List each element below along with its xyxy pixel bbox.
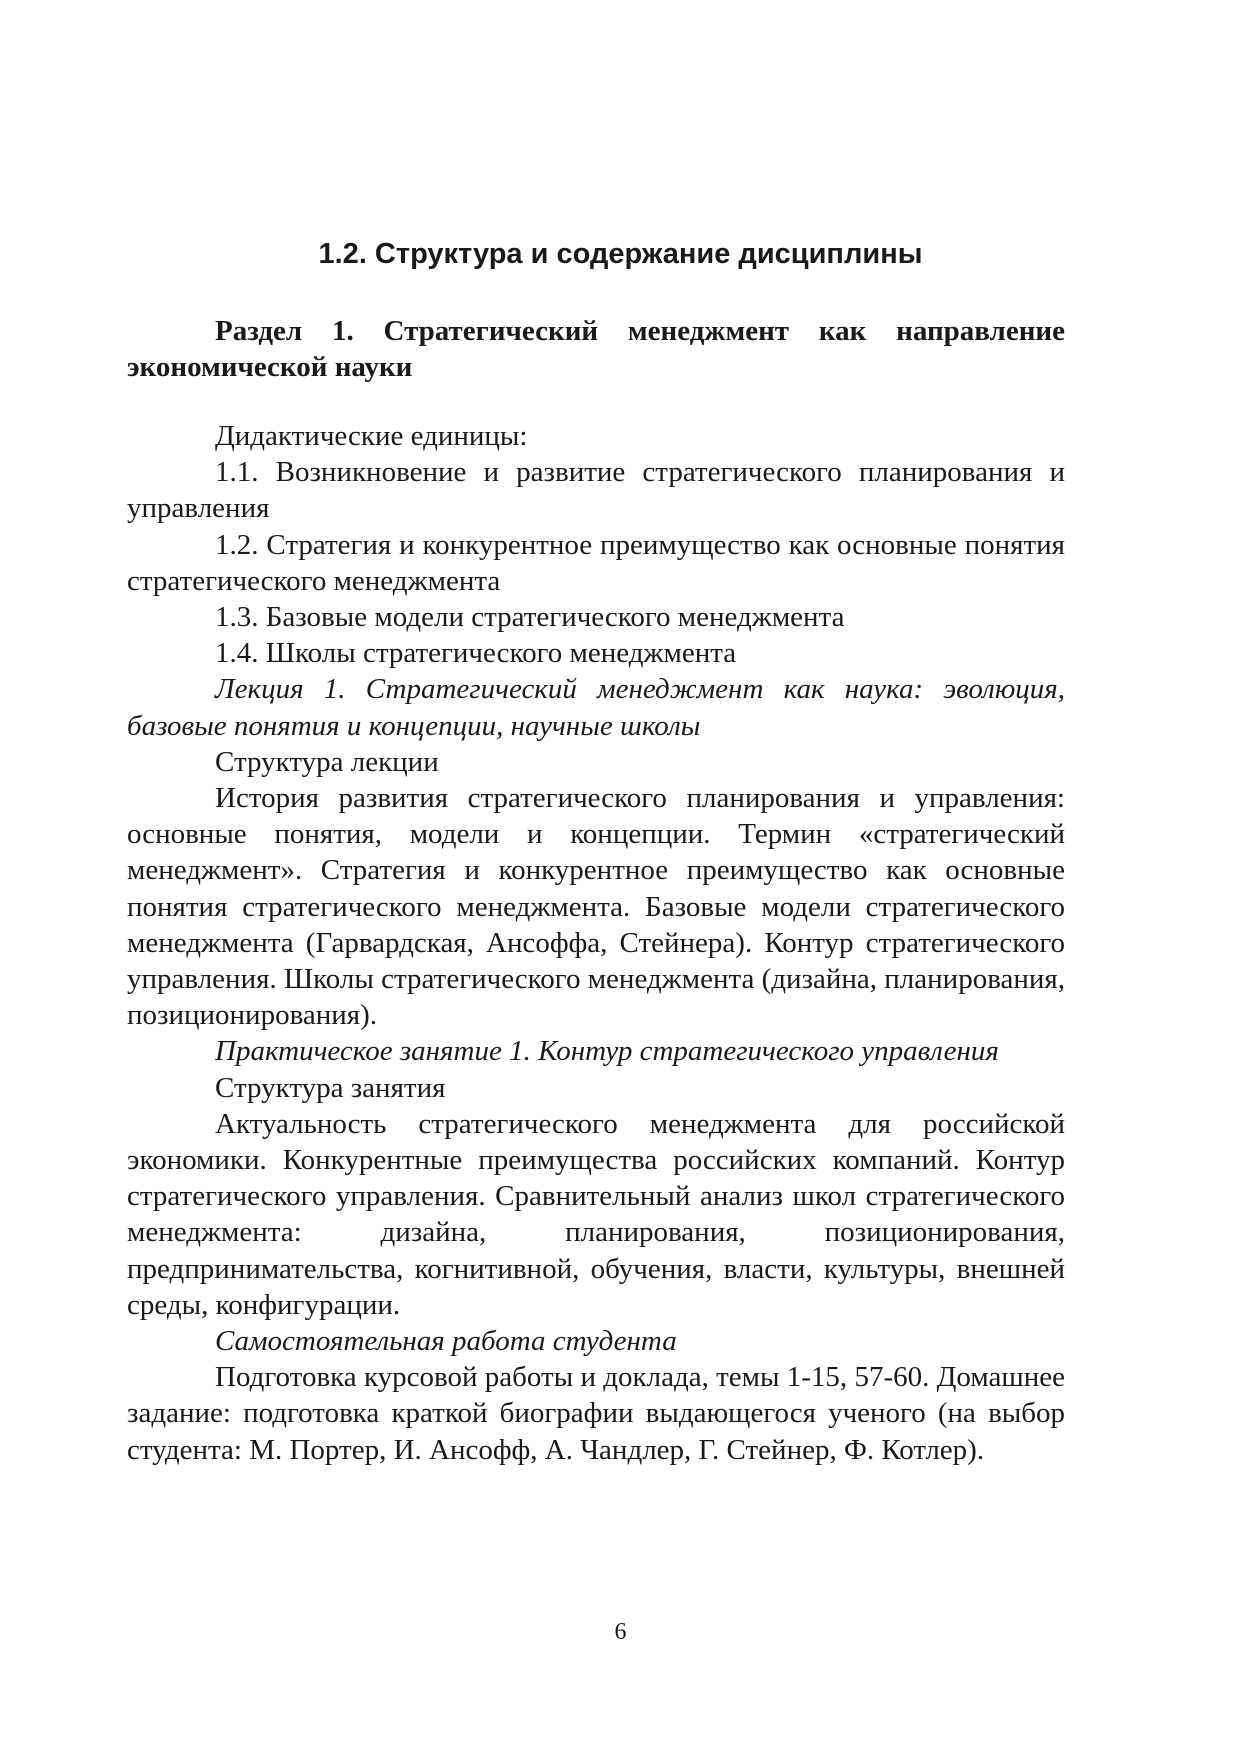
self-study-text: Подготовка курсовой работы и доклада, темы 1-15, 57-60. Домашнее задание: подготовка краткой биографии выдающегося ученого (на выбор студента: М. Портер, И. Ансофф, А. Чандлер, Г. Стейнер, Ф. Котлер). xyxy=(127,1361,1065,1466)
didactic-units-heading: Дидактические единицы: xyxy=(215,420,528,452)
practice-title: Практическое занятие 1. Контур стратегического управления xyxy=(215,1035,999,1068)
lecture-title: Лекция 1. Стратегический менеджмент как наука: эволюция, базовые понятия и концепции, научные школы xyxy=(127,673,1065,742)
lecture-text: История развития стратегического планирования и управления: основные понятия, модели и концепции. Термин «стратегический менеджмент». Стратегия и конкурентное преимущество как основные понятия стратегического менеджмента. Базовые модели стратегического менеджмента (Гарвардская, Ансоффа, Стейнера). Контур стратегического управления. Школы стратегического менеджмента (дизайна, планирования, позиционирования). xyxy=(127,782,1065,1032)
page-number: 6 xyxy=(614,1619,627,1645)
practice-structure-label: Структура занятия xyxy=(215,1071,446,1104)
lecture-structure-label: Структура лекции xyxy=(215,745,439,778)
didactic-unit-2: 1.2. Стратегия и конкурентное преимущество как основные понятия стратегического менеджмента xyxy=(127,528,1065,597)
section-title: 1.2. Структура и содержание дисциплины xyxy=(318,238,923,270)
didactic-unit-3: 1.3. Базовые модели стратегического менеджмента xyxy=(215,601,845,634)
part-title: Раздел 1. Стратегический менеджмент как направление экономической науки xyxy=(127,315,1065,383)
practice-text: Актуальность стратегического менеджмента для российской экономики. Конкурентные преимущества российских компаний. Контур стратегического управления. Сравнительный анализ школ стратегического менеджмента: дизайна, планирования, позиционирования, предпринимательства, когнитивной, обучения, власти, культуры, внешней среды, конфигурации. xyxy=(127,1107,1065,1321)
section-body xyxy=(127,418,1065,1468)
didactic-unit-4: 1.4. Школы стратегического менеджмента xyxy=(215,637,737,670)
self-study-title: Самостоятельная работа студента xyxy=(215,1325,677,1358)
didactic-unit-1: 1.1. Возникновение и развитие стратегического планирования и управления xyxy=(127,456,1065,525)
